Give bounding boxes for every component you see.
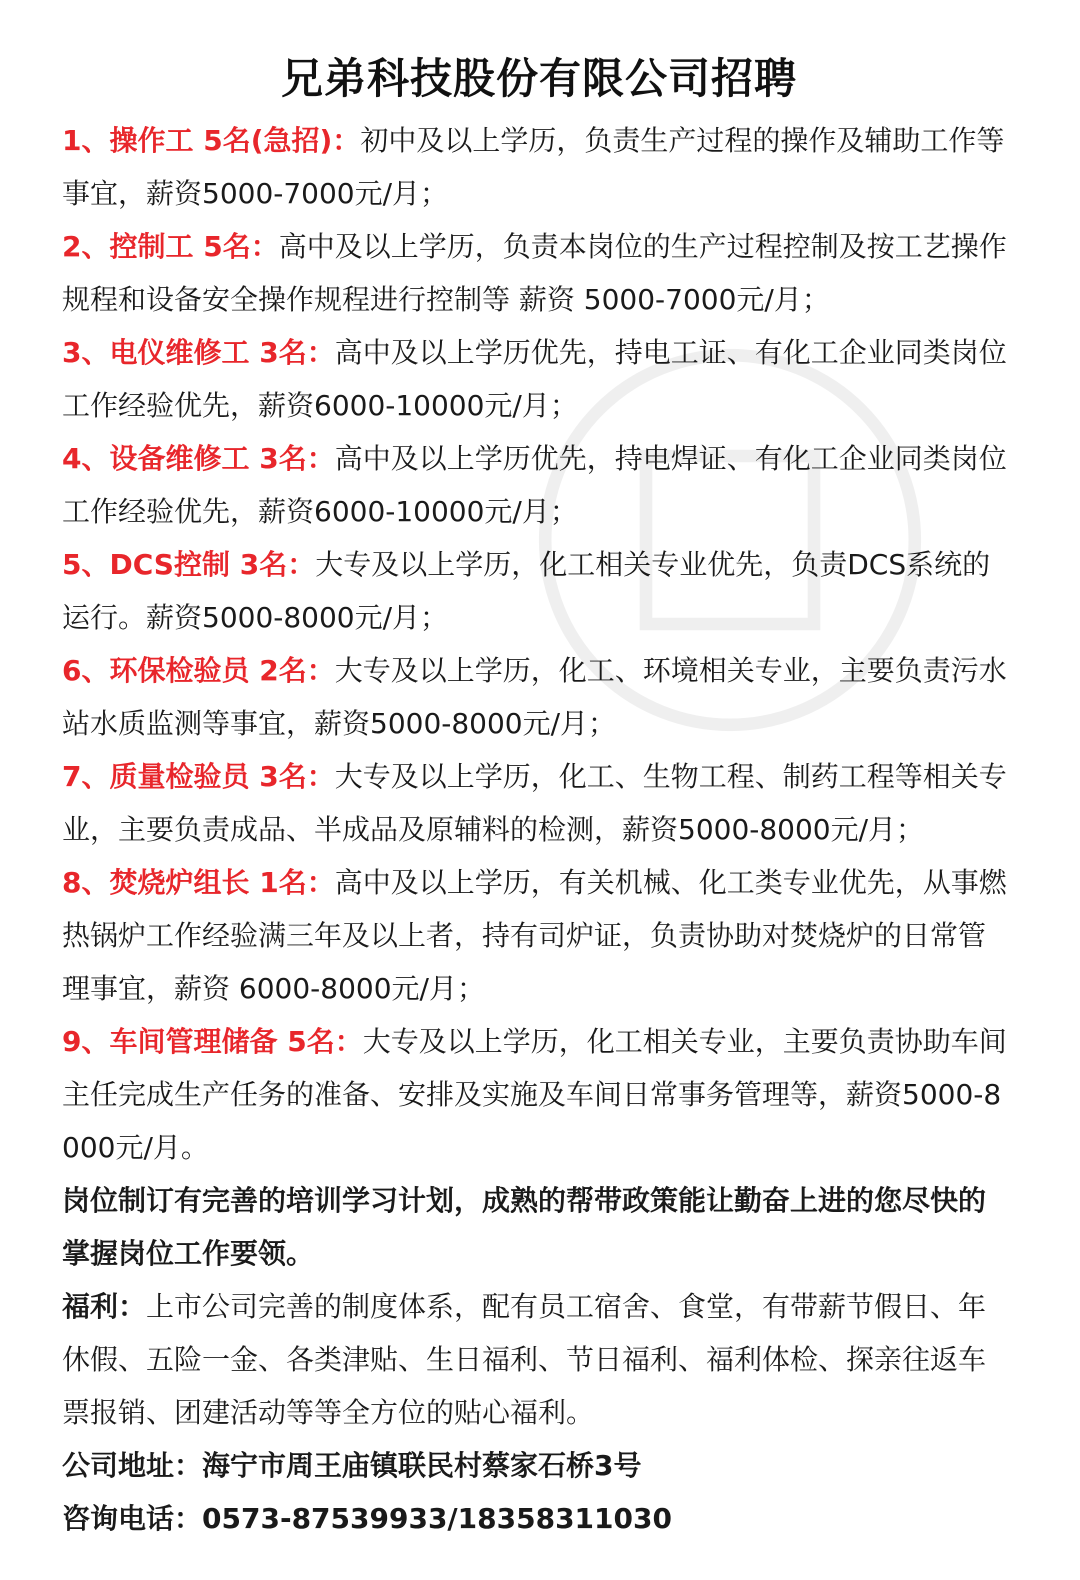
job-description: 大专及以上学历，化工相关专业，主要负责协助车间主任完成生产任务的准备、安排及实施及车间日常事务管理等，薪资5000-8000元/月。: [62, 1025, 1007, 1164]
address-label: 公司地址：: [62, 1449, 203, 1482]
job-item-3: [62, 326, 1008, 432]
job-description: 大专及以上学历，化工相关专业优先，负责DCS系统的运行。薪资5000-8000元/月；: [62, 548, 991, 634]
job-item-5: [62, 538, 1008, 644]
job-item-7: [62, 750, 1008, 856]
job-item-1: [62, 114, 1008, 220]
job-item-9: [62, 1015, 1008, 1174]
job-description: 高中及以上学历，负责本岗位的生产过程控制及按工艺操作规程和设备安全操作规程进行控制等 薪资 5000-7000元/月；: [62, 230, 1007, 316]
job-description: 大专及以上学历，化工、生物工程、制药工程等相关专业，主要负责成品、半成品及原辅料的检测，薪资5000-8000元/月；: [62, 760, 1007, 846]
job-description: 大专及以上学历，化工、环境相关专业，主要负责污水站水质监测等事宜，薪资5000-8000元/月；: [62, 654, 1007, 740]
company-address: [62, 1439, 1008, 1492]
job-description: 高中及以上学历优先，持电工证、有化工企业同类岗位工作经验优先，薪资6000-10000元/月；: [62, 336, 1007, 422]
job-item-6: [62, 644, 1008, 750]
job-heading: 4、设备维修工 3名：: [62, 442, 335, 475]
job-description: 初中及以上学历，负责生产过程的操作及辅助工作等事宜，薪资5000-7000元/月；: [62, 124, 1005, 210]
welfare-label: 福利：: [62, 1290, 147, 1323]
job-item-2: [62, 220, 1008, 326]
job-heading: 2、控制工 5名：: [62, 230, 279, 263]
poster-title: 兄弟科技股份有限公司招聘: [280, 54, 797, 103]
welfare-section: [62, 1280, 1008, 1439]
job-item-8: [62, 856, 1008, 1015]
job-description: 高中及以上学历，有关机械、化工类专业优先，从事燃热锅炉工作经验满三年及以上者，持有司炉证，负责协助对焚烧炉的日常管理事宜，薪资 6000-8000元/月；: [62, 866, 1007, 1005]
contact-phone: [62, 1492, 1008, 1545]
job-heading: 8、焚烧炉组长 1名：: [62, 866, 335, 899]
job-heading: 7、质量检验员 3名：: [62, 760, 335, 793]
phone-text: 0573-87539933/18358311030: [202, 1502, 672, 1535]
job-heading: 6、环保检验员 2名：: [62, 654, 335, 687]
job-list: [62, 114, 1008, 1174]
training-statement: 岗位制订有完善的培训学习计划，成熟的帮带政策能让勤奋上进的您尽快的掌握岗位工作要领。: [62, 1184, 987, 1270]
welfare-text: 上市公司完善的制度体系，配有员工宿舍、食堂，有带薪节假日、年休假、五险一金、各类津贴、生日福利、节日福利、福利体检、探亲往返车票报销、团建活动等等全方位的贴心福利。: [62, 1290, 987, 1429]
job-heading: 9、车间管理储备 5名：: [62, 1025, 363, 1058]
job-heading: 1、操作工 5名(急招)：: [62, 124, 361, 157]
address-text: 海宁市周王庙镇联民村蔡家石桥3号: [202, 1449, 642, 1482]
job-heading: 3、电仪维修工 3名：: [62, 336, 335, 369]
job-description: 高中及以上学历优先，持电焊证、有化工企业同类岗位工作经验优先，薪资6000-10000元/月；: [62, 442, 1007, 528]
job-heading: 5、DCS控制 3名：: [62, 548, 316, 581]
phone-label: 咨询电话：: [62, 1502, 203, 1535]
job-item-4: [62, 432, 1008, 538]
